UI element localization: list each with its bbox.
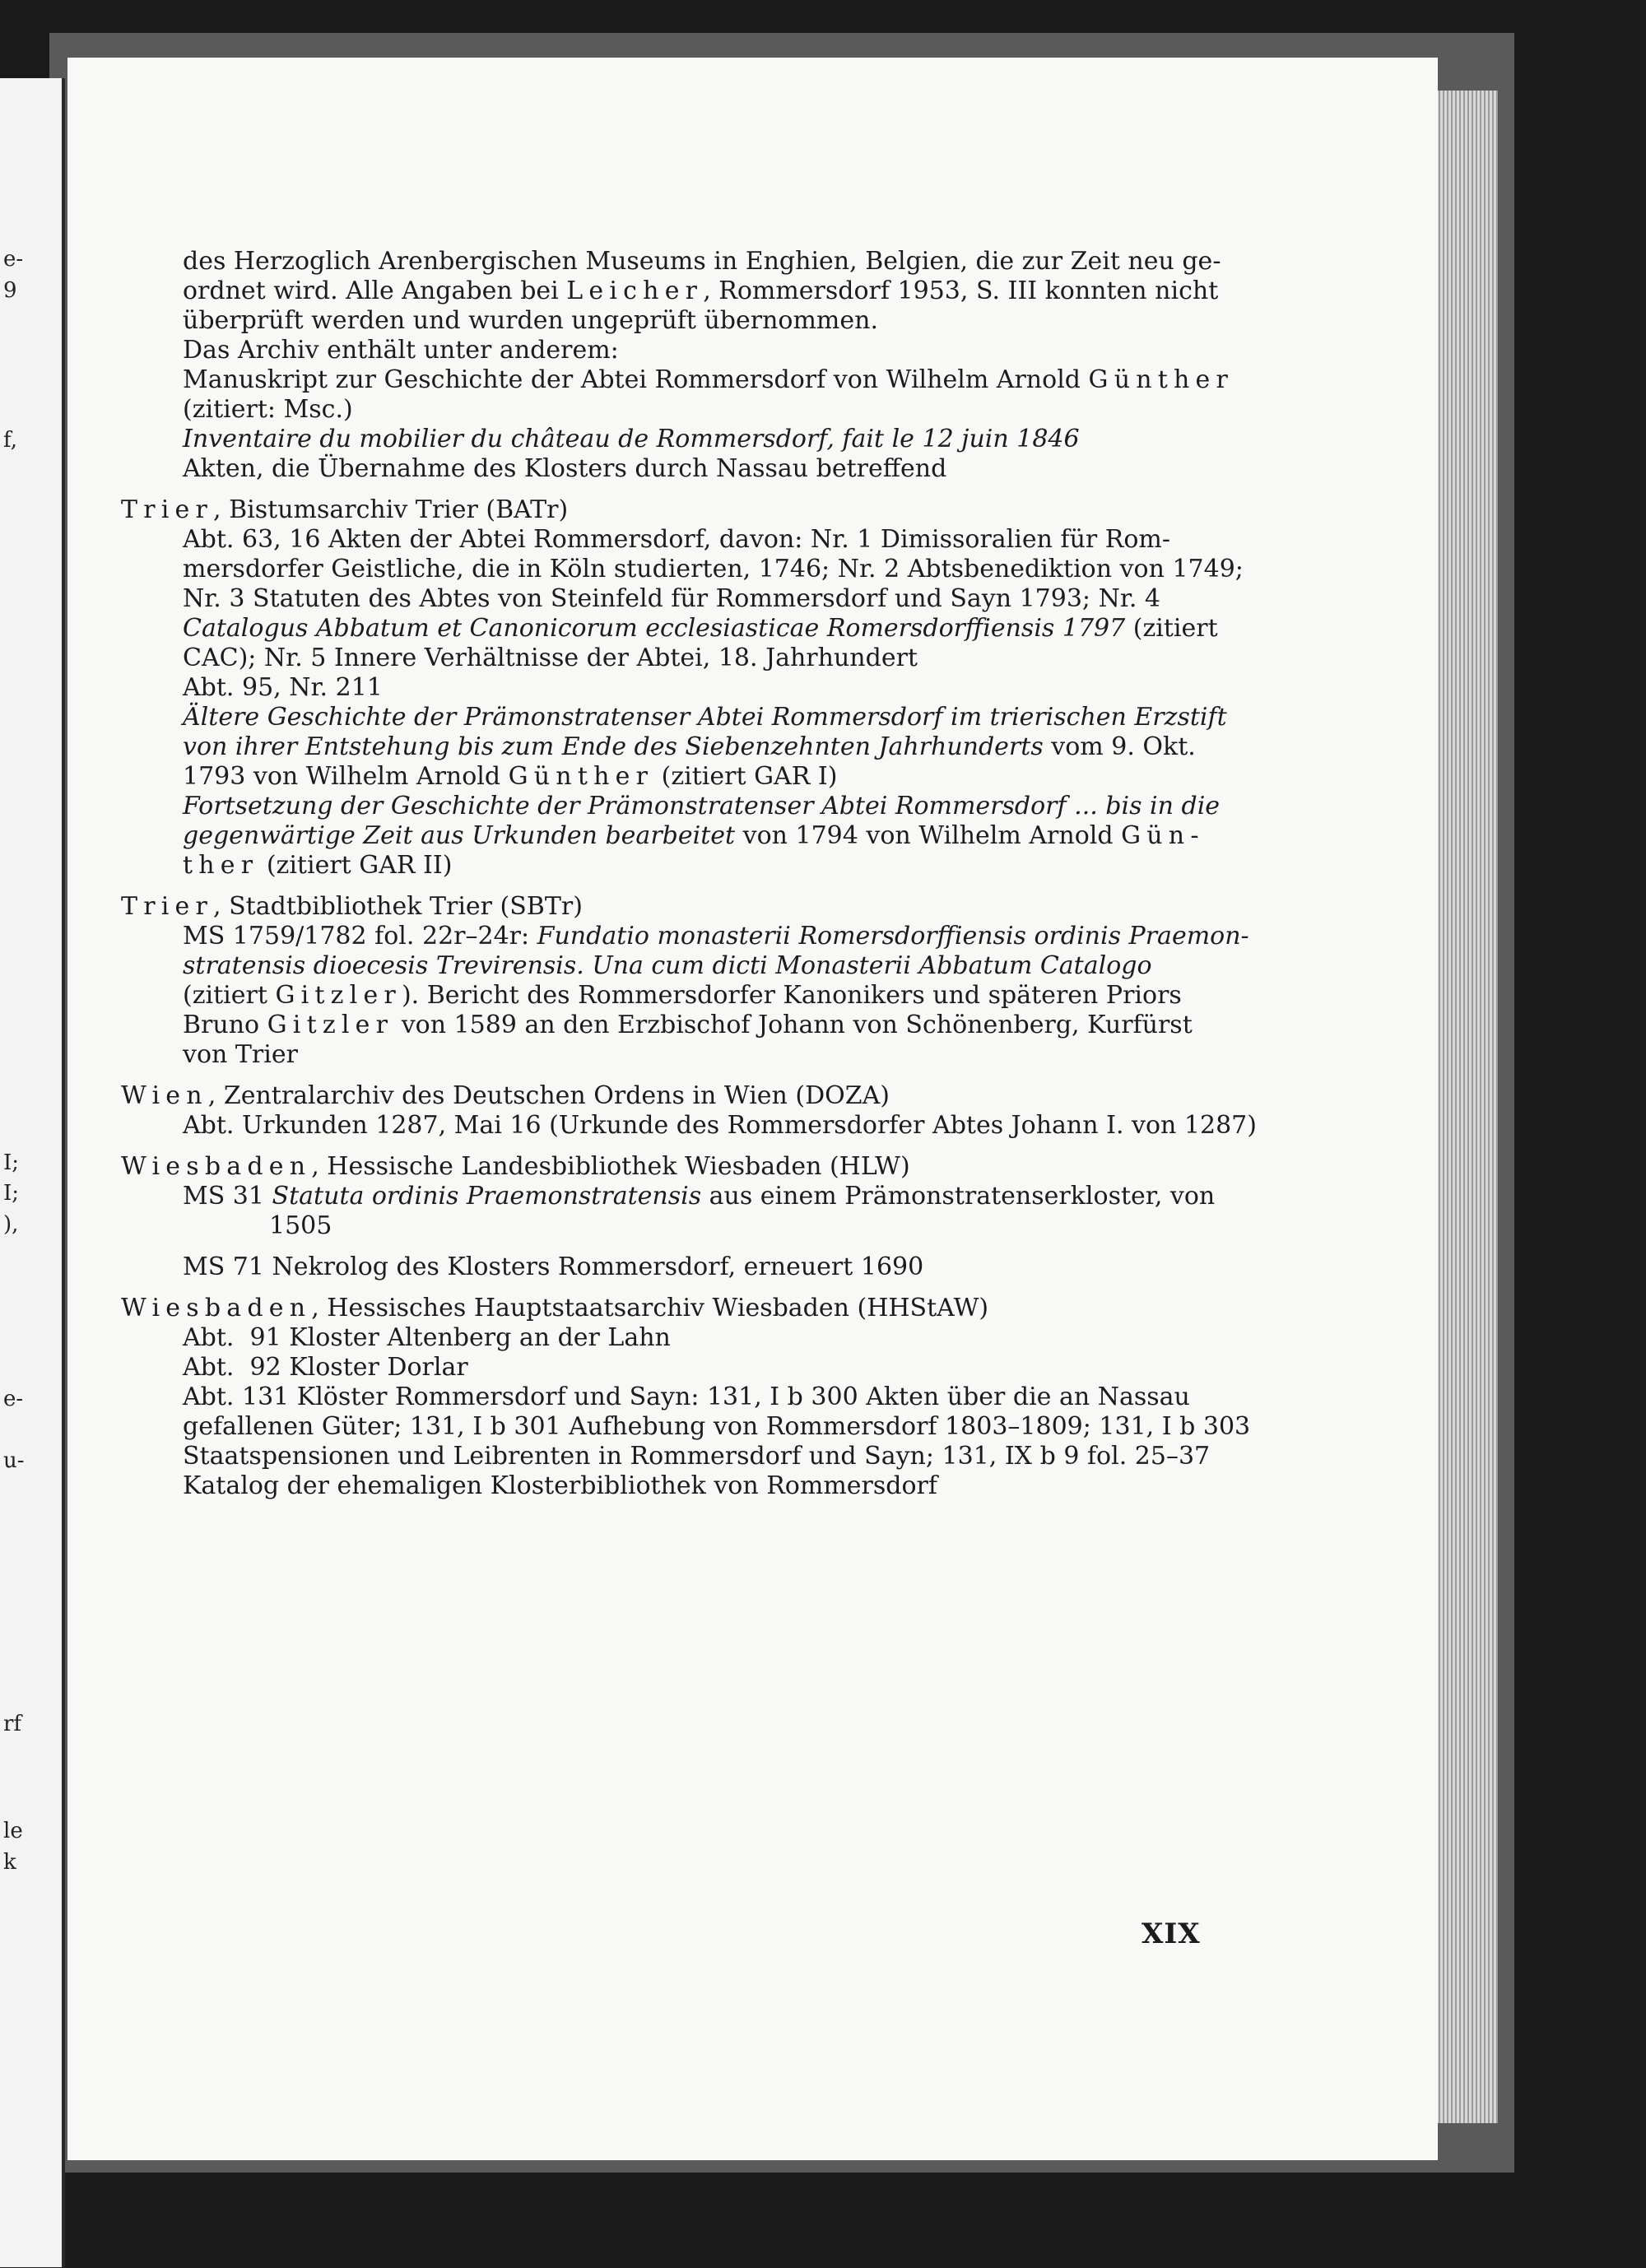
text-line: Abt. 131 Klöster Rommersdorf und Sayn: 131, I b 300 Akten über die an Nassau — [183, 1383, 1190, 1411]
text-line: MS 1759/1782 fol. 22r–24r: Fundatio monasterii Romersdorffiensis ordinis Praemon- — [183, 922, 1249, 950]
text-line: Bruno Gitzler von 1589 an den Erzbischof Johann von Schönenberg, Kurfürst — [183, 1011, 1193, 1039]
left-fragment: rf — [3, 1712, 22, 1736]
left-fragment: e- — [3, 1387, 24, 1411]
author-name: Gitzler — [267, 1011, 394, 1039]
text-line: Das Archiv enthält unter anderem: — [183, 336, 619, 365]
text-line: Inventaire du mobilier du château de Rommersdorf, fait le 12 juin 1846 — [183, 425, 1080, 453]
intro-paragraph — [121, 247, 1273, 484]
text-line: Ältere Geschichte der Prämonstratenser Abtei Rommersdorf im trierischen Erzstift — [183, 703, 1227, 732]
text-line: Fortsetzung der Geschichte der Prämonstratenser Abtei Rommersdorf ... bis in die — [183, 792, 1221, 820]
text-line: ther (zitiert GAR II) — [183, 851, 453, 880]
text-line: Akten, die Übernahme des Klosters durch Nassau betreffend — [183, 454, 947, 483]
left-fragment: ), — [3, 1212, 19, 1237]
place-name: Trier — [121, 495, 214, 524]
archive-entry-hlw — [121, 1152, 1273, 1282]
text-line: Abt. 92 Kloster Dorlar — [183, 1353, 468, 1382]
text-line: MS 71 Nekrolog des Klosters Rommersdorf, erneuert 1690 — [183, 1253, 924, 1281]
text-line: Katalog der ehemaligen Klosterbibliothek von Rommersdorf — [183, 1471, 937, 1500]
left-fragment: I; — [3, 1181, 20, 1206]
text-body — [121, 247, 1273, 1501]
text-line: (zitiert: Msc.) — [183, 395, 353, 424]
text-line: von Trier — [183, 1040, 298, 1069]
text-line: Abt. 95, Nr. 211 — [183, 673, 383, 702]
place-name: Wien — [121, 1081, 208, 1110]
text-line: gegenwärtige Zeit aus Urkunden bearbeitet von 1794 von Wilhelm Arnold Gün- — [183, 821, 1205, 850]
author-name: ther — [183, 851, 259, 880]
text-line: 1505 — [269, 1211, 332, 1240]
page-number: XIX — [1142, 1917, 1201, 1950]
text-line: gefallenen Güter; 131, I b 301 Aufhebung von Rommersdorf 1803–1809; 131, I b 303 — [183, 1412, 1251, 1441]
page-edges — [1432, 91, 1498, 2123]
entry-heading: Trier, Bistumsarchiv Trier (BATr) — [121, 495, 569, 524]
left-fragment: u- — [3, 1448, 25, 1473]
text-line: (zitiert Gitzler). Bericht des Rommersdorfer Kanonikers und späteren Priors — [183, 981, 1182, 1010]
left-page — [0, 78, 65, 2267]
entry-heading: Wien, Zentralarchiv des Deutschen Ordens in Wien (DOZA) — [121, 1081, 890, 1110]
text-line: des Herzoglich Arenbergischen Museums in Enghien, Belgien, die zur Zeit neu ge- — [183, 247, 1221, 276]
text-line: Manuskript zur Geschichte der Abtei Rommersdorf von Wilhelm Arnold Günther — [183, 365, 1234, 394]
archive-entry-batr — [121, 495, 1273, 881]
text-line: von ihrer Entstehung bis zum Ende des Siebenzehnten Jahrhunderts vom 9. Okt. — [183, 732, 1196, 761]
author-name: Leicher — [566, 277, 704, 305]
text-line: Nr. 3 Statuten des Abtes von Steinfeld für Rommersdorf und Sayn 1793; Nr. 4 — [183, 584, 1161, 613]
text-line: Abt. 91 Kloster Altenberg an der Lahn — [183, 1323, 671, 1352]
left-fragment: le — [3, 1819, 23, 1843]
entry-heading: Wiesbaden, Hessische Landesbibliothek Wiesbaden (HLW) — [121, 1152, 910, 1181]
text-line: MS 31 Statuta ordinis Praemonstratensis aus einem Prämonstratenserkloster, von — [183, 1182, 1216, 1211]
author-name: Gitzler — [275, 981, 402, 1010]
text-line: Abt. 63, 16 Akten der Abtei Rommersdorf, davon: Nr. 1 Dimissoralien für Rom- — [183, 525, 1171, 554]
place-name: Trier — [121, 892, 214, 921]
author-name: Gün- — [1121, 821, 1205, 850]
right-page — [67, 58, 1438, 2160]
left-fragment: 9 — [3, 278, 17, 303]
text-line: ordnet wird. Alle Angaben bei Leicher, Rommersdorf 1953, S. III konnten nicht — [183, 277, 1219, 305]
entry-heading: Trier, Stadtbibliothek Trier (SBTr) — [121, 892, 583, 921]
place-name: Wiesbaden — [121, 1152, 312, 1181]
archive-entry-doza — [121, 1081, 1273, 1141]
author-name: Günther — [508, 762, 654, 791]
text-line: stratensis dioecesis Trevirensis. Una cum dicti Monasterii Abbatum Catalogo — [183, 951, 1152, 980]
text-line: 1793 von Wilhelm Arnold Günther (zitiert GAR I) — [183, 762, 838, 791]
text-line: Abt. Urkunden 1287, Mai 16 (Urkunde des Rommersdorfer Abtes Johann I. von 1287) — [183, 1111, 1257, 1140]
left-fragment: I; — [3, 1150, 20, 1175]
archive-entry-sbtr — [121, 892, 1273, 1070]
text-line: mersdorfer Geistliche, die in Köln studierten, 1746; Nr. 2 Abtsbenediktion von 1749; — [183, 555, 1244, 583]
left-fragment: k — [3, 1850, 16, 1875]
text-line: CAC); Nr. 5 Innere Verhältnisse der Abtei, 18. Jahrhundert — [183, 644, 918, 672]
text-line: Catalogus Abbatum et Canonicorum ecclesiasticae Romersdorffiensis 1797 (zitiert — [183, 614, 1218, 643]
author-name: Günther — [1088, 365, 1234, 394]
left-fragment: f, — [3, 428, 17, 453]
entry-heading: Wiesbaden, Hessisches Hauptstaatsarchiv Wiesbaden (HHStAW) — [121, 1294, 989, 1322]
text-line: Staatspensionen und Leibrenten in Rommersdorf und Sayn; 131, IX b 9 fol. 25–37 — [183, 1442, 1211, 1471]
left-fragment: e- — [3, 247, 24, 272]
archive-entry-hhstaw — [121, 1294, 1273, 1501]
text-line: überprüft werden und wurden ungeprüft übernommen. — [183, 306, 878, 335]
place-name: Wiesbaden — [121, 1294, 312, 1322]
